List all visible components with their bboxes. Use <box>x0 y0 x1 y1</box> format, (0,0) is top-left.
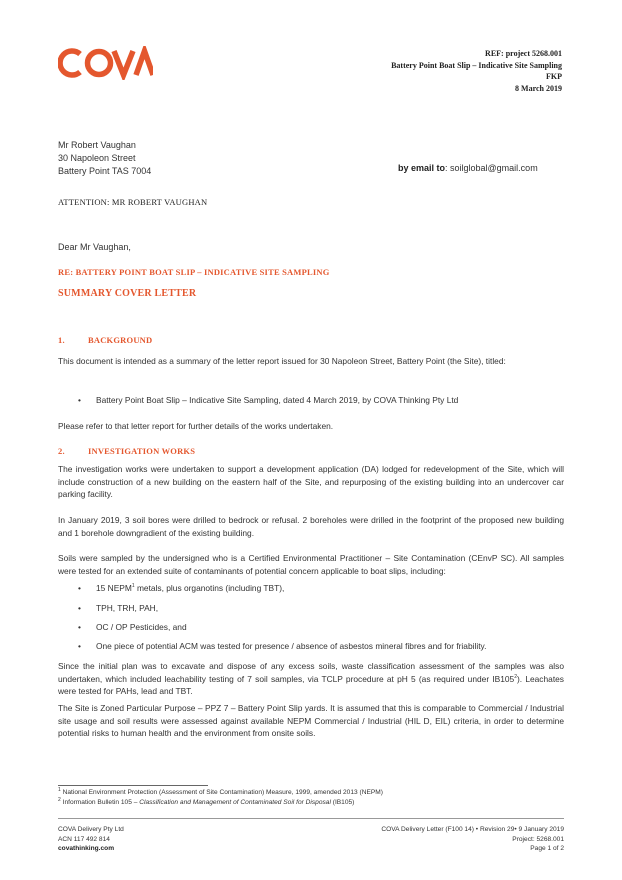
summary-title: SUMMARY COVER LETTER <box>58 288 197 299</box>
section-number: 1. <box>58 335 65 345</box>
footnote-number: 2 <box>58 796 61 803</box>
bullet-item <box>78 622 187 632</box>
salutation: Dear Mr Vaughan, <box>58 242 131 252</box>
footnote-ref: 1 <box>131 583 135 590</box>
section-title: BACKGROUND <box>88 335 153 345</box>
footer-left <box>58 825 124 854</box>
bullet-icon: • <box>78 583 81 593</box>
footer-right <box>381 825 564 854</box>
footnote-1 <box>58 786 383 796</box>
email-address: : soilglobal@gmail.com <box>445 163 538 173</box>
bullet-text: TPH, TRH, PAH, <box>96 603 159 613</box>
recipient-suburb: Battery Point TAS 7004 <box>58 166 152 176</box>
bullet-item <box>78 603 158 613</box>
footnote-2 <box>58 796 355 806</box>
paragraph: Please refer to that letter report for further details of the works undertaken. <box>58 421 334 431</box>
paragraph <box>58 660 564 698</box>
footnote-ref: 2 <box>514 673 517 680</box>
bullet-icon: • <box>78 622 81 632</box>
paragraph: This document is intended as a summary of the letter report issued for 30 Napoleon Street, Battery Point (the Site), titled: <box>58 356 506 366</box>
footer-divider <box>58 818 564 819</box>
bullet-text-part: 15 NEPM <box>96 583 132 593</box>
bullet-item <box>78 583 284 593</box>
reference-block <box>391 48 562 94</box>
bullet-item <box>78 641 486 651</box>
recipient-street: 30 Napoleon Street <box>58 153 136 163</box>
email-line <box>398 163 538 173</box>
footnote-text: Information Bulletin 105 – <box>60 799 140 806</box>
paragraph: Soils were sampled by the undersigned who is a Certified Environmental Practitioner – Site Contamination (CEnvP SC). All samples were tested for an extended suite of contaminants of potential concern applicable to boat slips, including: <box>58 553 564 576</box>
ref-initials: FKP <box>546 72 562 81</box>
recipient-address <box>58 139 151 178</box>
paragraph: The Site is Zoned Particular Purpose – PPZ 7 – Battery Point Slip yards. It is assumed that this is comparable to Commercial / Industrial site usage and soil results were assessed against available NEPM Commercial / Industrial (HIL D, EIL) criteria, in order to determine potential risks to human health and the environment from onsite soils. <box>58 703 564 738</box>
footer-website-link[interactable]: covathinking.com <box>58 845 115 852</box>
footnote-divider <box>58 785 208 786</box>
ref-number: REF: project 5268.001 <box>485 49 562 58</box>
bullet-icon: • <box>78 395 81 405</box>
recipient-name: Mr Robert Vaughan <box>58 140 136 150</box>
paragraph: In January 2019, 3 soil bores were drilled to bedrock or refusal. 2 boreholes were drilled in the footprint of the proposed new building and 1 borehole downgradient of the existing building. <box>58 515 564 538</box>
paragraph-part: ). Leachates were tested for PAHs, lead and TBT. <box>58 673 564 696</box>
bullet-text: OC / OP Pesticides, and <box>96 622 187 632</box>
footnote-text: National Environment Protection (Assessment of Site Contamination) Measure, 1999, amended 2013 (NEPM) <box>60 789 383 796</box>
footnote-text: (IB105) <box>330 799 355 806</box>
section-title: INVESTIGATION WORKS <box>88 446 196 456</box>
email-label: by email to <box>398 163 446 173</box>
footer-page-number: Page 1 of 2 <box>530 845 564 852</box>
section-number: 2. <box>58 446 65 456</box>
footer-acn: ACN 117 492 814 <box>58 835 110 843</box>
bullet-item <box>78 395 458 405</box>
bullet-icon: • <box>78 641 81 651</box>
paragraph-part: Since the initial plan was to excavate and dispose of any excess soils, waste classification assessment of the samples was also undertaken, which included leachability testing of 7 soil samples, via TCLP procedure at pH 5 (as required under IB105 <box>58 661 564 684</box>
section-heading-background <box>58 335 152 345</box>
footer-project: Project: 5268.001 <box>512 835 564 843</box>
bullet-text-part: metals, plus organotins (including TBT), <box>134 583 285 593</box>
bullet-text: Battery Point Boat Slip – Indicative Site Sampling, dated 4 March 2019, by COVA Thinking Pty Ltd <box>96 395 459 405</box>
section-heading-investigation <box>58 446 195 456</box>
footer-doc-ref: COVA Delivery Letter (F100 14) • Revision 29• 9 January 2019 <box>381 826 564 833</box>
cova-logo <box>58 46 153 80</box>
footer-company: COVA Delivery Pty Ltd <box>58 826 124 833</box>
bullet-text: One piece of potential ACM was tested for presence / absence of asbestos mineral fibres and for friability. <box>96 641 487 651</box>
ref-date: 8 March 2019 <box>515 83 562 93</box>
footnote-number: 1 <box>58 786 61 793</box>
attention-line: ATTENTION: MR ROBERT VAUGHAN <box>58 197 208 207</box>
bullet-icon: • <box>78 603 81 613</box>
footnote-title: Classification and Management of Contaminated Soil for Disposal <box>139 799 331 806</box>
paragraph: The investigation works were undertaken to support a development application (DA) lodged for redevelopment of the Site, which will include construction of a new building on the eastern half of the Site, and repurposing of the existing building into an undercover car parking facility. <box>58 464 564 499</box>
re-line: RE: BATTERY POINT BOAT SLIP – INDICATIVE SITE SAMPLING <box>58 267 330 277</box>
ref-subject: Battery Point Boat Slip – Indicative Site Sampling <box>391 60 562 70</box>
bullet-text <box>96 583 284 593</box>
